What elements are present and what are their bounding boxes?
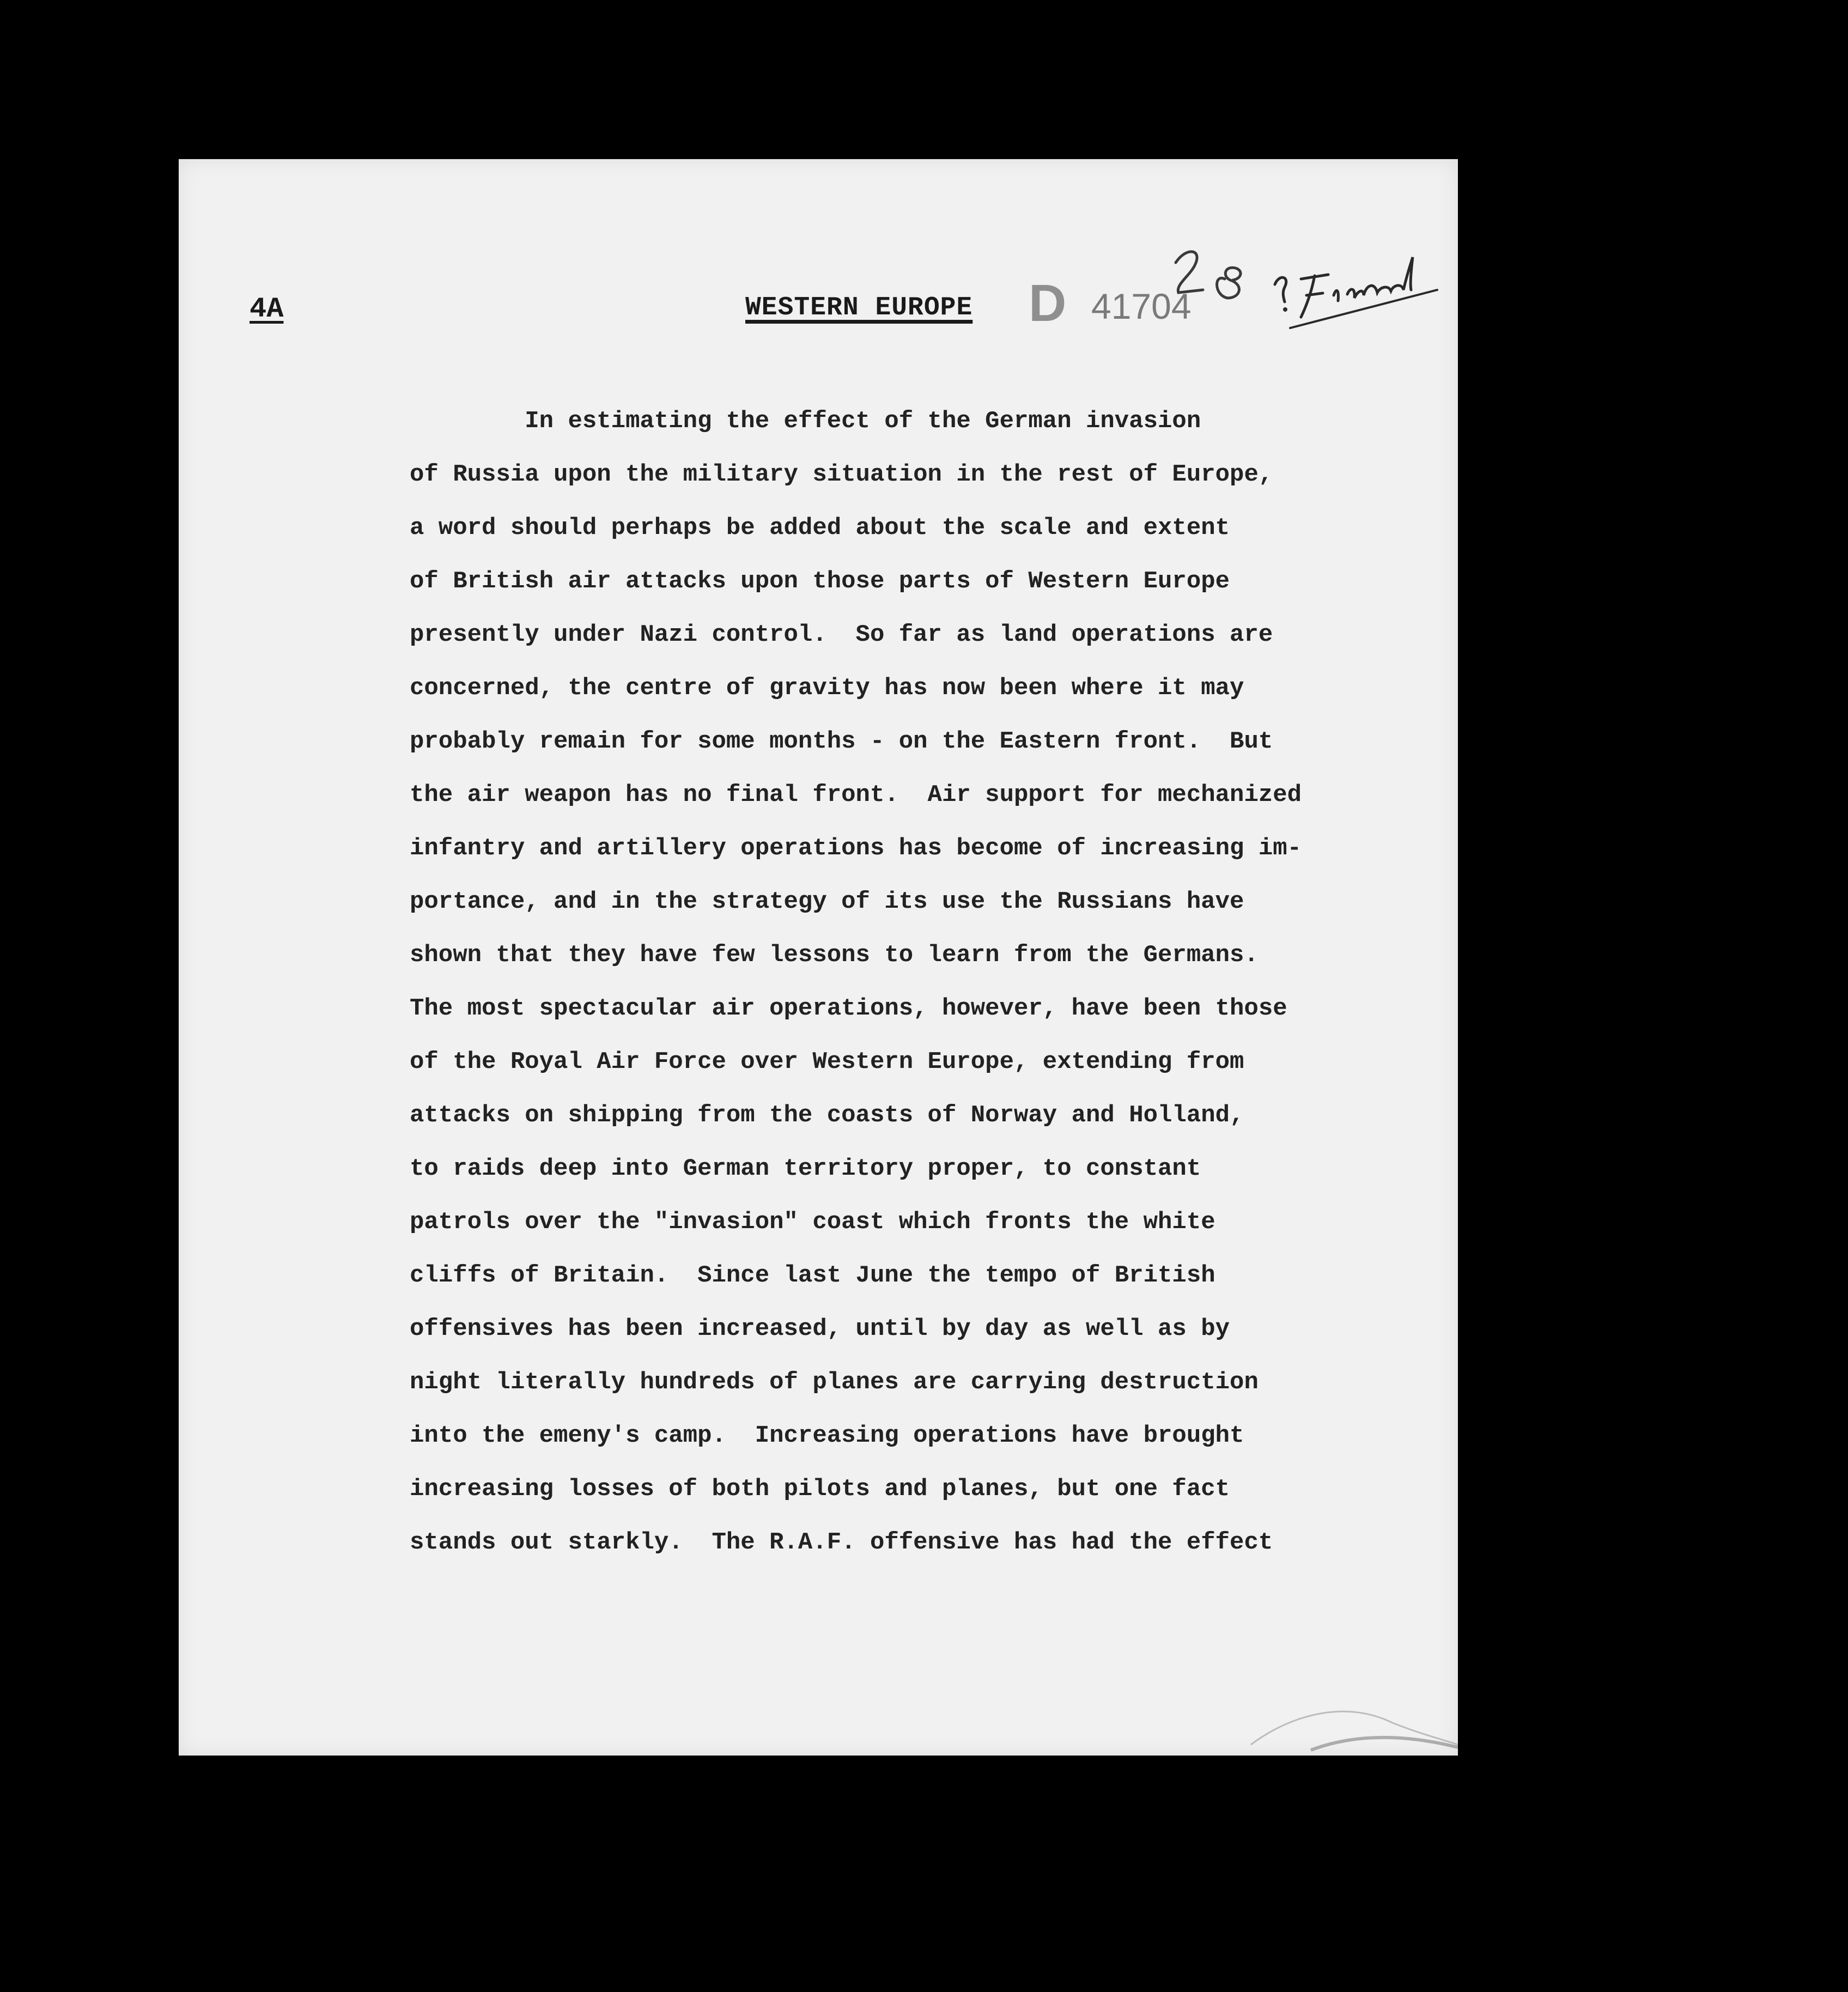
stamp-number: 41704 (1091, 286, 1192, 326)
body-line: presently under Nazi control. So far as land operations are (410, 621, 1273, 648)
body-line: a word should perhaps be added about the scale and extent (410, 514, 1230, 542)
body-line: stands out starkly. The R.A.F. offensive has had the effect (410, 1529, 1273, 1556)
body-line: to raids deep into German territory proper, to constant (410, 1155, 1201, 1182)
body-line: shown that they have few lessons to learn from the Germans. (410, 942, 1259, 969)
handwritten-margin-note (1268, 241, 1443, 333)
archive-stamp (1029, 246, 1279, 339)
body-line: In estimating the effect of the German invasion (410, 408, 1201, 435)
body-line: night literally hundreds of planes are carrying destruction (410, 1369, 1259, 1396)
body-line: concerned, the centre of gravity has now been where it may (410, 675, 1244, 702)
body-line: offensives has been increased, until by day as well as by (410, 1315, 1230, 1343)
body-line: probably remain for some months - on the Eastern front. But (410, 728, 1273, 755)
body-line: into the emeny's camp. Increasing operations have brought (410, 1422, 1244, 1449)
body-line: of British air attacks upon those parts of Western Europe (410, 568, 1230, 595)
section-heading: WESTERN EUROPE (745, 293, 973, 323)
body-text (410, 394, 1434, 1569)
body-line: cliffs of Britain. Since last June the tempo of British (410, 1262, 1215, 1289)
body-line: attacks on shipping from the coasts of Norway and Holland, (410, 1102, 1244, 1129)
body-line: of Russia upon the military situation in the rest of Europe, (410, 461, 1273, 488)
body-line: increasing losses of both pilots and planes, but one fact (410, 1475, 1230, 1503)
scan-smudge (1229, 1679, 1458, 1756)
page-number: 4A (250, 293, 284, 325)
stamp-letter: D (1029, 274, 1067, 332)
body-line: The most spectacular air operations, however, have been those (410, 995, 1287, 1022)
body-line: infantry and artillery operations has become of increasing im- (410, 835, 1302, 862)
body-line: portance, and in the strategy of its use the Russians have (410, 888, 1244, 915)
document-page (179, 159, 1458, 1756)
body-line: patrols over the "invasion" coast which fronts the white (410, 1208, 1215, 1236)
body-line: the air weapon has no final front. Air support for mechanized (410, 781, 1302, 809)
handwritten-mark (1154, 246, 1263, 306)
body-line: of the Royal Air Force over Western Europe, extending from (410, 1048, 1244, 1076)
